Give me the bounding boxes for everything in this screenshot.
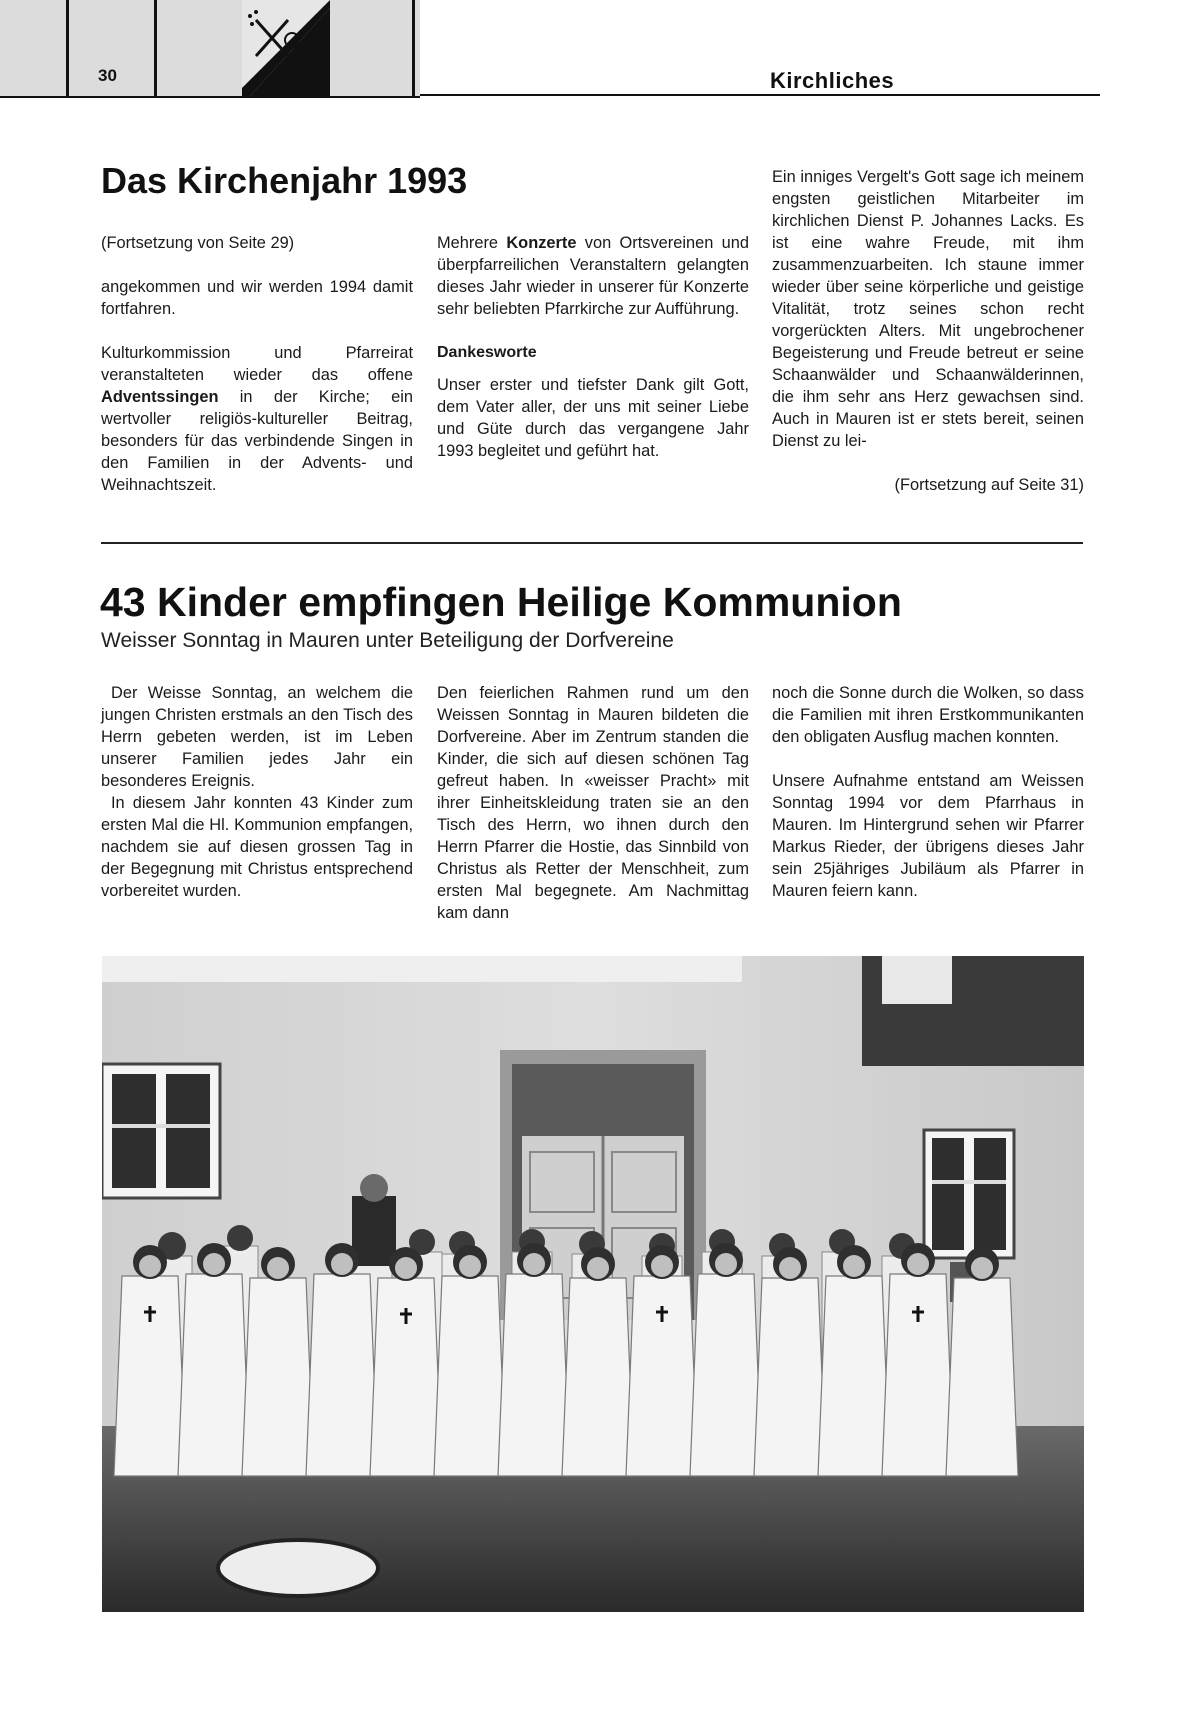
article2-column-3	[772, 682, 1084, 902]
article2-title: 43 Kinder empfingen Heilige Kommunion	[100, 579, 902, 625]
article1-column-3	[772, 166, 1084, 496]
group-photo	[102, 956, 1084, 1612]
window-right	[924, 1130, 1014, 1258]
manhole-cover	[218, 1540, 378, 1596]
article2-subtitle: Weisser Sonntag in Mauren unter Beteiligung der Dorfvereine	[101, 629, 674, 652]
header-band	[0, 0, 420, 98]
header-divider	[154, 0, 157, 96]
page-number: 30	[98, 66, 117, 85]
subheading: Dankesworte	[437, 344, 537, 361]
article1-column-2	[437, 232, 749, 462]
paragraph: Der Weisse Sonntag, an welchem die jungen Christen erstmals an den Tisch des Herrn gebeten werden, ist im Leben unserer Familien jedes Jahr ein besonderes Ereignis.	[101, 684, 413, 790]
paragraph: In diesem Jahr konnten 43 Kinder zum ersten Mal die Hl. Kommunion empfangen, nachdem sie auf diesen grossen Tag in der Begegnung mit Christus entsprechend vorbereitet wurden.	[101, 794, 413, 900]
window-left	[102, 1064, 220, 1198]
continued-from-note: (Fortsetzung von Seite 29)	[101, 234, 295, 252]
header-divider	[412, 0, 415, 96]
paragraph: Den feierlichen Rahmen rund um den Weissen Sonntag in Mauren bildeten die Dorfvereine. Aber im Zentrum standen die Kinder, die sich auf diesen schönen Tag gefreut haben. In «weisser Pracht» mit ihrer Einheitskleidung traten sie an den Tisch des Herrn, wo ihnen durch den Herrn Pfarrer die Hostie, das Sinnbild von Christus als Retter der Menschheit, zum ersten Mal begegnete. Am Nachmittag kam dann	[437, 684, 749, 922]
paragraph: Kulturkommission und Pfarreirat veranstalteten wieder das offene Adventssingen in der Kirche; ein wertvoller religiös-kultureller Beitrag, besonders für das verbindende Singen in den Familien in der Advents- und Weihnachtszeit.	[101, 344, 413, 494]
continued-on-note: (Fortsetzung auf Seite 31)	[894, 476, 1084, 494]
article1-title: Das Kirchenjahr 1993	[101, 160, 468, 201]
emphasis: Adventssingen	[101, 388, 219, 406]
paragraph: Unsere Aufnahme entstand am Weissen Sonntag 1994 vor dem Pfarrhaus in Mauren. Im Hintergrund sehen wir Pfarrer Markus Rieder, der übrigens dieses Jahr sein 25jähriges Jubiläum als Pfarrer in Mauren feiern kann.	[772, 772, 1084, 900]
paragraph: Mehrere Konzerte von Ortsvereinen und überpfarreilichen Veranstaltern gelangten dieses Jahr wieder in unserer für Konzerte sehr beliebten Pfarrkirche zur Aufführung.	[437, 234, 749, 318]
article2-column-2	[437, 682, 749, 924]
article1-column-1	[101, 232, 413, 496]
paragraph: noch die Sonne durch die Wolken, so dass die Familien mit ihren Erstkommunikanten den obligaten Ausflug machen konnten.	[772, 684, 1084, 746]
church-emblem-icon	[242, 0, 330, 96]
paragraph: Ein inniges Vergelt's Gott sage ich meinem engsten geistlichen Mitarbeiter im kirchlichen Dienst P. Johannes Lacks. Es ist eine wahre Freude, mit ihm zusammenzuarbeiten. Ich staune immer wieder über seine körperliche und geistige Vitalität, trotz seines schon recht vorgerückten Alters. Mit ungebrochener Begeisterung und Freude betreut er seine Schaanwälder und Schaanwälderinnen, die ihm sehr ans Herz gewachsen sind. Auch in Mauren ist er stets bereit, seinen Dienst zu lei-	[772, 168, 1084, 450]
paragraph: Unser erster und tiefster Dank gilt Gott, dem Vater aller, der uns mit seiner Liebe und Güte durch das vergangene Jahr 1993 begleitet und geführt hat.	[437, 376, 749, 460]
article-divider	[101, 542, 1083, 544]
section-title: Kirchliches	[770, 68, 895, 93]
header-rule	[420, 94, 1100, 96]
header-divider	[66, 0, 69, 96]
article2-column-1	[101, 682, 413, 902]
emphasis: Konzerte	[506, 234, 577, 252]
paragraph: angekommen und wir werden 1994 damit fortfahren.	[101, 278, 413, 318]
